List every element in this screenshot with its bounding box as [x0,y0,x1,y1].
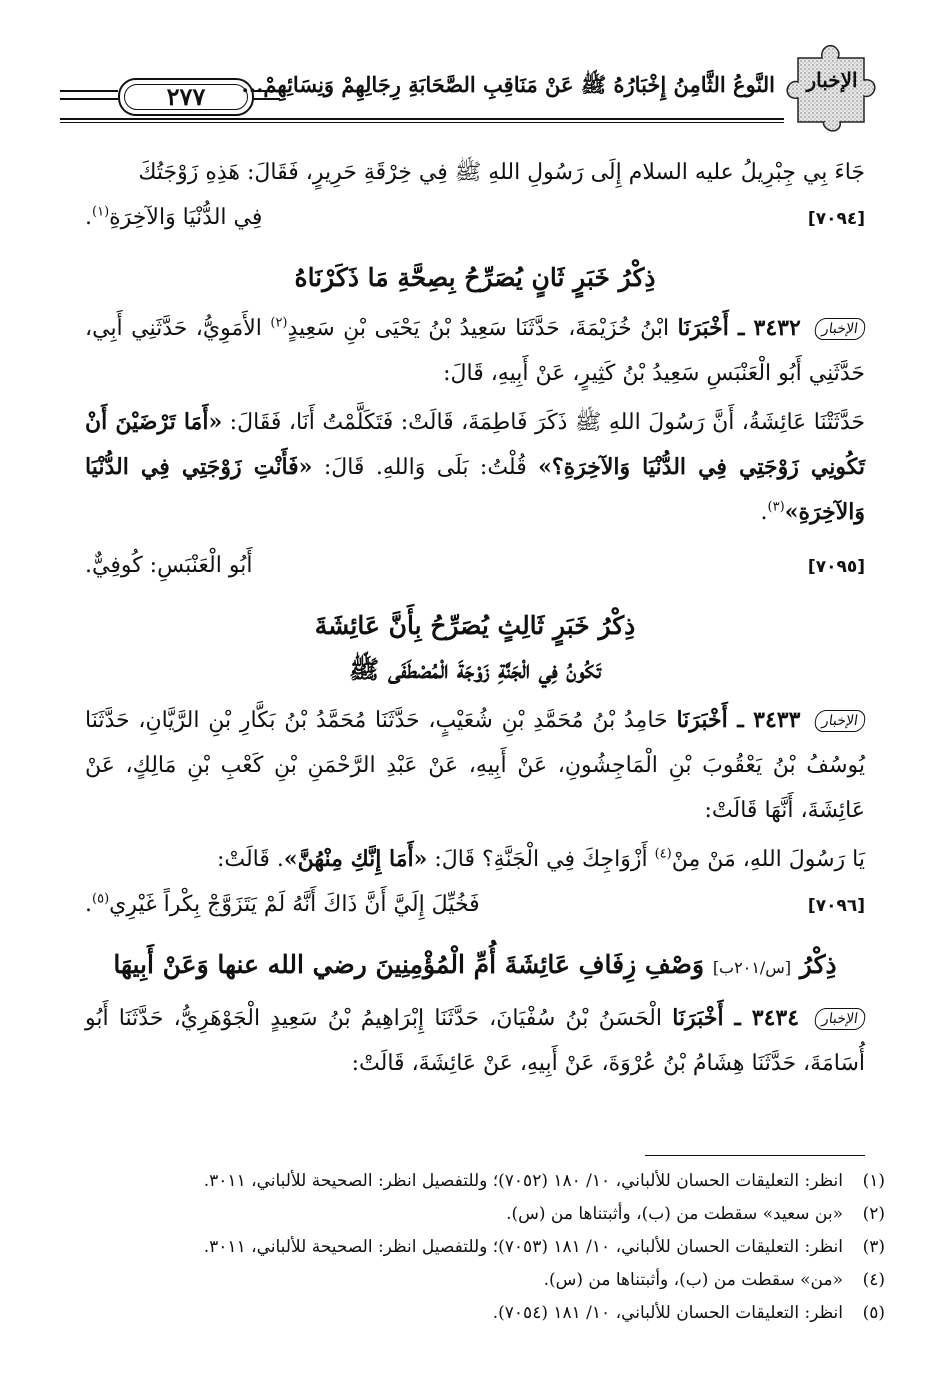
footnote-divider [645,1155,865,1156]
chapter-heading: تَكُونُ فِي الْجَنَّةِ زَوْجَةَ الْمُصْطَفَى ﷺ [349,655,601,684]
main-text [85,150,865,1086]
hadith-matn [85,837,865,882]
footnote [85,1198,885,1231]
prophetic-quote: «أَمَا تَرْضَيْنَ أَنْ تَكُونِي زَوْجَتِي فِي الدُّنْيَا وَالآخِرَةِ؟» [85,409,865,480]
footnote-marker[interactable]: (٢) [270,315,288,331]
akhbar-badge: الإخبار [814,318,867,340]
text-run: . قَالَتْ: [216,847,284,872]
footnote-marker[interactable]: (٤) [654,846,672,862]
akhbar-badge: الإخبار [814,1008,867,1030]
narrator-note: أَبُو الْعَنْبَسِ: كُوفِيٌّ. [85,553,253,578]
footnotes [85,1165,885,1330]
text-run: جَاءَ بِي جِبْرِيلُ عليه السلام إِلَى رَسُولِ اللهِ ﷺ فِي خِرْقَةِ حَرِيرٍ، فَقَالَ: هَذِهِ زَوْجَتُكَ [138,160,865,185]
running-title: النَّوعُ الثَّامِنُ إِخْبَارُهُ ﷺ عَنْ مَنَاقِبِ الصَّحَابَةِ رِجَالِهِمْ وَنِسَائِهِمْ... [241,72,775,97]
text-run: . [85,205,92,230]
hadith-continuation [85,150,865,195]
footnote-number: (٤) [862,1270,885,1290]
hadith-reference: [٧٠٩٥] [807,557,865,577]
text-run: . [760,500,768,525]
hadith-number: ٣٤٣٤ ـ أَخْبَرَنَا [672,1005,800,1031]
footnote-marker[interactable]: (٥) [92,891,110,907]
hadith-matn [85,400,865,535]
footnote-number: (٢) [862,1204,885,1224]
narrator-note-row [85,543,865,588]
prophetic-quote: «فَأَنْتِ زَوْجَتِي فِي الدُّنْيَا وَالآخِرَةِ» [85,454,865,525]
footnote-marker[interactable]: (٣) [767,499,785,515]
hadith-reference: [٧٠٩٦] [807,896,865,916]
hadith-end-row [85,882,865,927]
hadith-reference: [٧٠٩٤] [807,209,865,229]
footnote [85,1297,885,1330]
header-rule [60,118,784,120]
footnote-text: «من» سقطت من (ب)، وأثبتناها من (س). [543,1270,843,1290]
header-rule [60,122,784,123]
text-run [85,195,262,240]
text-run: الأَمَوِيُّ، حَدَّثَنِي أَبِي، حَدَّثَنِي أَبُو الْعَنْبَسِ سَعِيدُ بْنُ كَثِيرٍ، عَنْ أَبِيهِ، قَالَ: [85,316,865,386]
text-run: . [85,892,92,917]
footnote-text: انظر: التعليقات الحسان للألباني، ١٠/ ١٨١ (٧٠٥٣)؛ وللتفصيل انظر: الصحيحة للألباني، ٣٠١١. [203,1237,843,1257]
prophetic-quote: «أَمَا إِنَّكِ مِنْهُنَّ» [283,846,428,872]
text-run: ذِكْرُ [799,950,837,979]
text-run: حَدَّثَتْنَا عَائِشَةُ، أَنَّ رَسُولَ اللهِ ﷺ ذَكَرَ فَاطِمَةَ، قَالَتْ: فَتَكَلَّمْتُ أَنَا، فَقَالَ: [229,410,865,435]
text-run: حَامِدُ بْنُ مُحَمَّدِ بْنِ شُعَيْبٍ، حَدَّثَنَا مُحَمَّدُ بْنُ بَكَّارِ بْنِ الرَّيَّانِ، حَدَّثَنَا يُوسُفُ بْنُ يَعْقُوبَ بْنِ الْمَاجِشُونِ، عَنْ أَبِيهِ، عَنْ عَبْدِ الرَّحْمَنِ بْنِ كَعْبِ بْنِ مَالِكٍ، عَنْ عَائِشَةَ، أَنَّهَا قَالَتْ: [85,708,865,823]
hadith-end-row [85,195,865,240]
text-run: قُلْتُ: بَلَى وَاللهِ. قَالَ: [323,455,527,480]
divider [60,98,118,100]
text-run: الْحَسَنُ بْنُ سُفْيَانَ، حَدَّثَنَا إِبْرَاهِيمُ بْنُ سَعِيدٍ الْجَوْهَرِيُّ، حَدَّثَنَا أَبُو أُسَامَةَ، حَدَّثَنَا هِشَامُ بْنُ عُرْوَةَ، عَنْ أَبِيهِ، عَنْ عَائِشَةَ، قَالَتْ: [85,1006,865,1076]
chapter-heading: ذِكْرُ خَبَرٍ ثَانٍ يُصَرِّحُ بِصِحَّةِ مَا ذَكَرْنَاهُ [294,263,656,292]
hadith-isnad [85,996,865,1086]
text-run: فَخُيِّلَ إِلَيَّ أَنَّ ذَاكَ أَنَّهُ لَمْ يَتَزَوَّجْ بِكْراً غَيْرِي [109,892,480,917]
divider [60,90,118,92]
manuscript-reference: [س/٢٠١ب] [712,958,792,977]
text-run: يَا رَسُولَ اللهِ، مَنْ مِنْ [671,847,865,872]
text-run: ابْنُ خُزَيْمَةَ، حَدَّثَنَا سَعِيدُ بْنُ يَحْيَى بْنِ سَعِيدٍ [287,316,670,341]
footnote-text: انظر: التعليقات الحسان للألباني، ١٠/ ١٨٠ (٧٠٥٢)؛ وللتفصيل انظر: الصحيحة للألباني، ٣٠١١. [203,1171,843,1191]
footnote-number: (٥) [862,1303,885,1323]
footnote-number: (١) [862,1171,885,1191]
footnote [85,1264,885,1297]
chapter-heading: ذِكْرُ خَبَرٍ ثَالِثٍ يُصَرِّحُ بِأَنَّ عَائِشَةَ [314,611,636,640]
text-run [85,882,480,927]
section-tag: الإخبار [806,68,858,92]
page-number: ٢٧٧ [118,78,254,116]
hadith-number: ٣٤٣٣ ـ أَخْبَرَنَا [676,707,801,733]
footnote [85,1231,885,1264]
text-run: أَزْوَاجِكَ فِي الْجَنَّةِ؟ قَالَ: [434,847,648,872]
akhbar-badge: الإخبار [814,710,867,732]
hadith-number: ٣٤٣٢ ـ أَخْبَرَنَا [677,315,801,341]
footnote-marker[interactable]: (١) [92,204,110,220]
text-run: وَصْفِ زِفَافِ عَائِشَةَ أُمِّ الْمُؤْمِنِينَ رضي الله عنها وَعَنْ أَبِيهَا [113,950,705,979]
page-header [60,40,880,128]
footnote-text: انظر: التعليقات الحسان للألباني، ١٠/ ١٨١ (٧٠٥٤). [492,1303,843,1323]
chapter-heading [85,943,865,990]
footnote [85,1165,885,1198]
hadith-isnad [85,306,865,396]
footnote-text: «بن سعيد» سقطت من (ب)، وأثبتناها من (س). [506,1204,843,1224]
hadith-isnad [85,698,865,833]
text-run: فِي الدُّنْيَا وَالآخِرَةِ [109,205,263,230]
footnote-number: (٣) [862,1237,885,1257]
